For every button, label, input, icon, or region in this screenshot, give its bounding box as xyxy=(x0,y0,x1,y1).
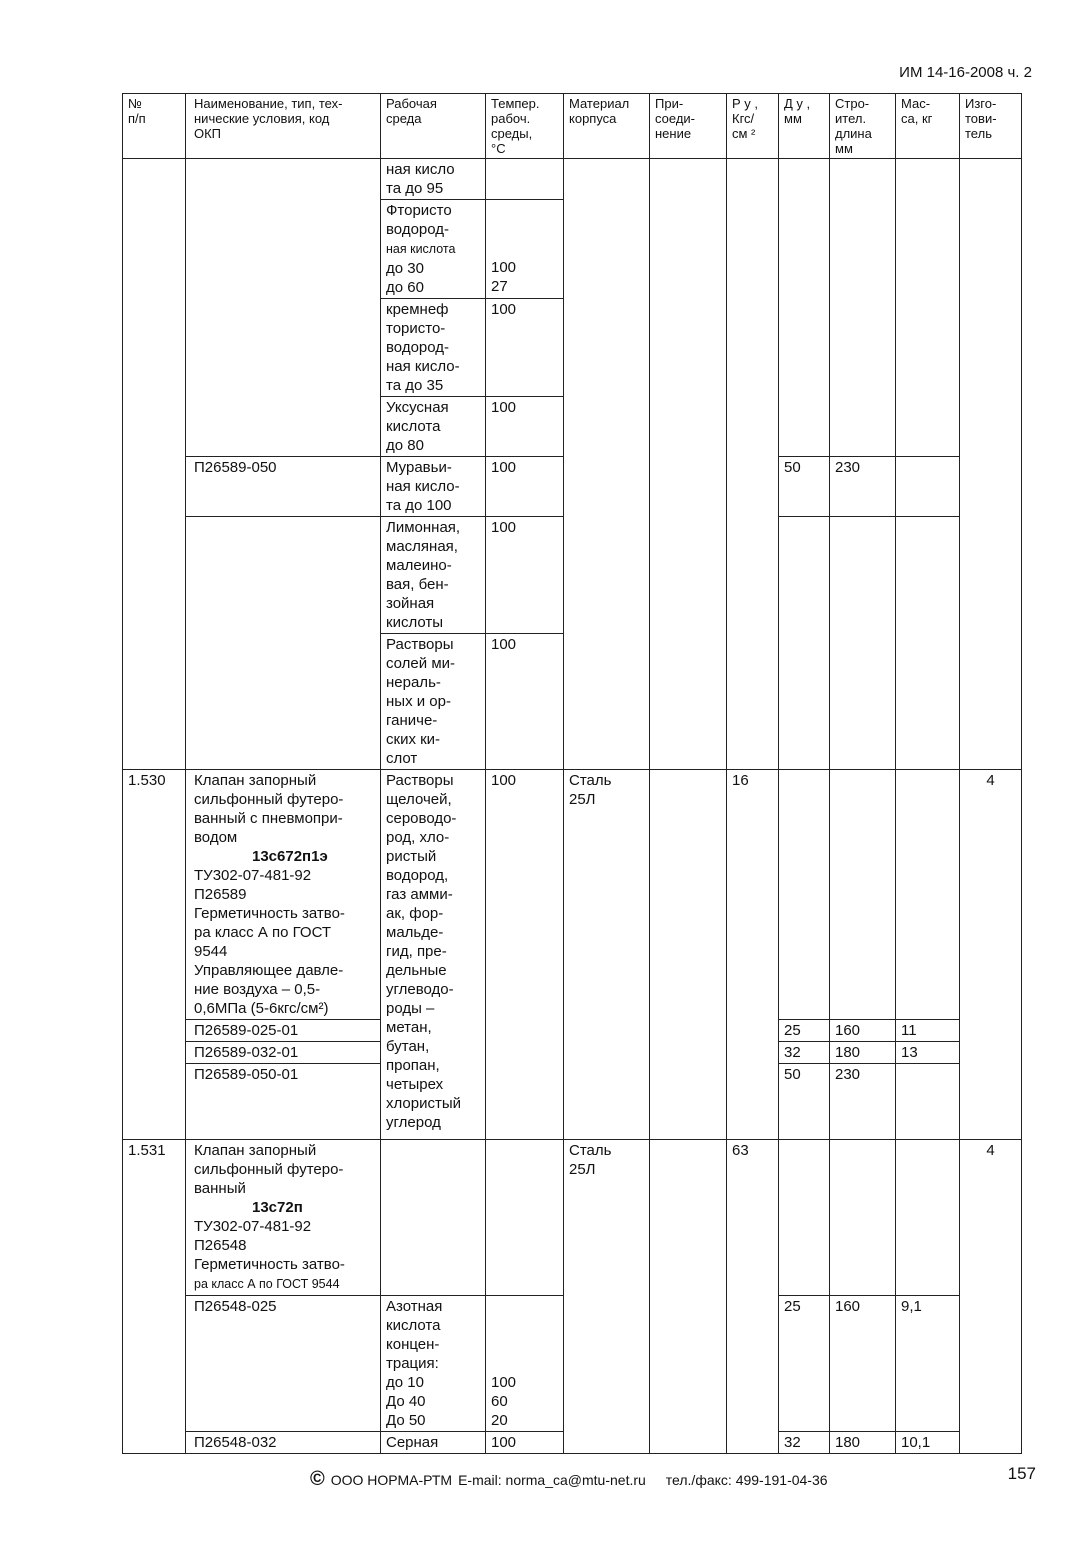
table-row xyxy=(123,1140,1022,1296)
header-length: Стро- ител. длина мм xyxy=(830,94,896,159)
temp-cell: 100 27 xyxy=(486,200,564,299)
medium-cell: Муравьи- ная кисло- та до 100 xyxy=(381,457,486,517)
name-cell: П26589-050 xyxy=(186,457,381,517)
medium-cell: ная кисло та до 95 xyxy=(381,159,486,200)
header-medium: Рабочая среда xyxy=(381,94,486,159)
specification-table xyxy=(122,93,1022,1454)
name-cell: П26589-025-01 xyxy=(186,1020,381,1042)
du-cell: 32 xyxy=(779,1432,830,1454)
mass-cell: 10,1 xyxy=(896,1432,960,1454)
temp-cell: 100 xyxy=(486,770,564,1140)
table-header-row xyxy=(123,94,1022,159)
du-cell: 25 xyxy=(779,1296,830,1432)
name-cell: П26589-050-01 xyxy=(186,1064,381,1140)
medium-cell: Лимонная, масляная, малеино- вая, бен- зойная кислоты xyxy=(381,517,486,634)
medium-cell: Фтористо водород- ная кислота до 30 до 60 xyxy=(381,200,486,299)
header-pressure: Р у , Кгс/ см ² xyxy=(727,94,779,159)
model-code: 13с672п1э xyxy=(252,848,328,865)
temp-cell: 100 xyxy=(486,634,564,770)
length-cell: 230 xyxy=(830,1064,896,1140)
maker-cell: 4 xyxy=(960,770,1022,1140)
maker-cell: 4 xyxy=(960,1140,1022,1454)
temp-cell: 100 xyxy=(486,1432,564,1454)
footer-phone: тел./факс: 499-191-04-36 xyxy=(665,1471,828,1488)
medium-cell: Растворы солей ми- нераль- ных и ор- ганиче- ских ки- слот xyxy=(381,634,486,770)
pressure-cell: 16 xyxy=(727,770,779,1140)
du-cell: 50 xyxy=(779,1064,830,1140)
name-cell: П26548-025 xyxy=(186,1296,381,1432)
header-material: Материал корпуса xyxy=(564,94,650,159)
material-cell: Сталь 25Л xyxy=(564,1140,650,1454)
length-cell: 180 xyxy=(830,1042,896,1064)
header-du: Д у , мм xyxy=(779,94,830,159)
name-cell: Клапан запорный сильфонный футеро- ванный 13с72п ТУ302-07-481-92 П26548 Герметичность затво- ра класс А по ГОСТ 9544 xyxy=(186,1140,381,1296)
header-name: Наименование, тип, тех- нические условия, код ОКП xyxy=(186,94,381,159)
header-connection: При- соеди- нение xyxy=(650,94,727,159)
item-number: 1.531 xyxy=(123,1140,186,1454)
medium-cell: Серная xyxy=(381,1432,486,1454)
medium-cell: Уксусная кислота до 80 xyxy=(381,397,486,457)
header-temp: Темпер. рабоч. среды, °С xyxy=(486,94,564,159)
table-row xyxy=(123,159,1022,200)
du-cell: 25 xyxy=(779,1020,830,1042)
temp-cell: 100 60 20 xyxy=(486,1296,564,1432)
length-cell: 160 xyxy=(830,1020,896,1042)
page-footer xyxy=(310,1468,828,1491)
pressure-cell: 63 xyxy=(727,1140,779,1454)
medium-cell: Азотная кислота концен- трация: до 10 До 40 До 50 xyxy=(381,1296,486,1432)
mass-cell: 13 xyxy=(896,1042,960,1064)
du-cell: 50 xyxy=(779,457,830,517)
copyright-icon: © xyxy=(310,1468,325,1490)
table-row xyxy=(123,770,1022,1020)
material-cell: Сталь 25Л xyxy=(564,770,650,1140)
model-code: 13с72п xyxy=(252,1199,303,1216)
temp-cell: 100 xyxy=(486,299,564,397)
temp-cell: 100 xyxy=(486,517,564,634)
name-cell: П26589-032-01 xyxy=(186,1042,381,1064)
temp-cell: 100 xyxy=(486,457,564,517)
medium-cell: Растворы щелочей, сероводо- род, хло- ристый водород, газ амми- ак, фор- мальде- гид, пре- дельные углеводо- роды – метан, бутан, пропан, четырех хлористый углерод xyxy=(381,770,486,1140)
name-cell: Клапан запорный сильфонный футеро- ванный с пневмопри- водом 13с672п1э ТУ302-07-481-92 П26589 Герметичность затво- ра класс А по ГОСТ 9544 Управляющее давле- ние воздуха – 0,5- 0,6МПа (5-6кгс/см²) xyxy=(186,770,381,1020)
length-cell: 230 xyxy=(830,457,896,517)
company-name: ООО НОРМА-РТМ xyxy=(330,1471,453,1488)
mass-cell: 9,1 xyxy=(896,1296,960,1432)
mass-cell xyxy=(896,1064,960,1140)
header-maker: Изго- тови- тель xyxy=(960,94,1022,159)
length-cell: 180 xyxy=(830,1432,896,1454)
item-number: 1.530 xyxy=(123,770,186,1140)
document-code: ИМ 14-16-2008 ч. 2 xyxy=(899,64,1032,81)
du-cell: 32 xyxy=(779,1042,830,1064)
header-mass: Мас- са, кг xyxy=(896,94,960,159)
name-cell: П26548-032 xyxy=(186,1432,381,1454)
mass-cell: 11 xyxy=(896,1020,960,1042)
length-cell: 160 xyxy=(830,1296,896,1432)
header-num: № п/п xyxy=(123,94,186,159)
medium-cell: кремнеф тористо- водород- ная кисло- та до 35 xyxy=(381,299,486,397)
page-number: 157 xyxy=(1007,1464,1036,1483)
footer-email: E-mail: norma_ca@mtu-net.ru xyxy=(458,1471,646,1488)
temp-cell: 100 xyxy=(486,397,564,457)
